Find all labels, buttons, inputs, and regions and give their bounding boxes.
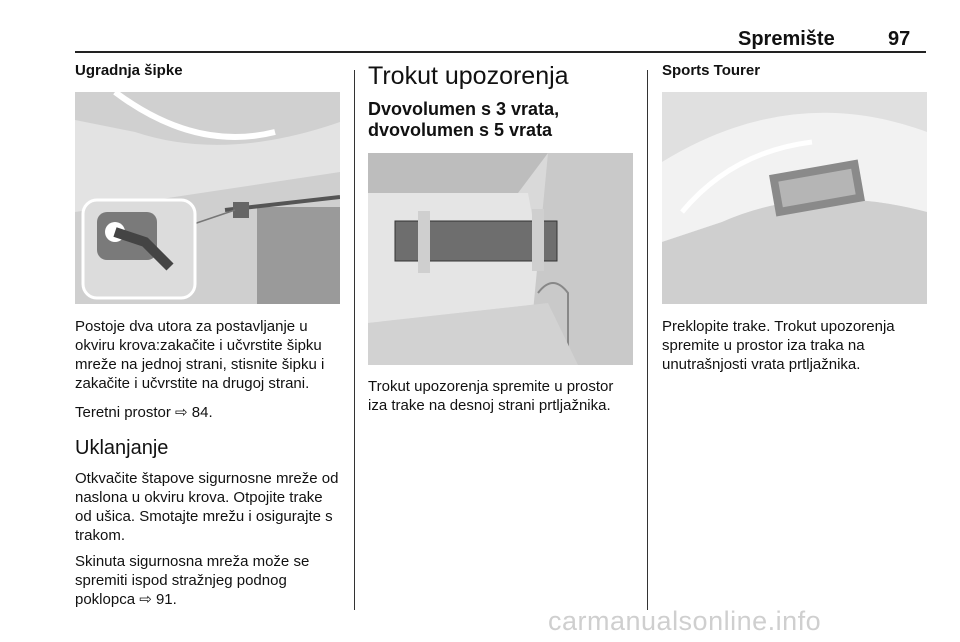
- page-number: 97: [888, 28, 911, 50]
- section-title: Trokut upozorenja: [368, 62, 569, 90]
- column-divider: [354, 70, 355, 610]
- paragraph: Postoje dva utora za postavljanje u okviru krova:zakačite i učvrstite šipku mreže na jednoj strani, stisnite šipku i zakačite i učvrstite na drugoj strani.: [75, 318, 325, 392]
- paragraph: Trokut upozorenja spremite u prostor iza trake na desnoj strani prtljažnika.: [368, 378, 614, 414]
- section-heading: Ugradnja šipke: [75, 62, 183, 79]
- column-divider: [647, 70, 648, 610]
- paragraph: Skinuta sigurnosna mreža može se spremiti ispod stražnjeg podnog poklopca ⇨ 91.: [75, 553, 310, 608]
- section-subtitle: Dvovolumen s 3 vrata, dvovolumen s 5 vrata: [368, 99, 560, 140]
- section-heading: Uklanjanje: [75, 437, 169, 459]
- watermark: carmanualsonline.info: [548, 606, 822, 636]
- column-2: [368, 62, 633, 415]
- column-1: [75, 62, 340, 609]
- paragraph: Otkvačite štapove sigurnosne mreže od naslona u okviru krova. Otpojite trake od ušica. Smotajte mrežu i osigurajte s trakom.: [75, 470, 339, 544]
- figure-warning-triangle-sports-tourer: [662, 92, 927, 304]
- paragraph: Preklopite trake. Trokut upozorenja spremite u prostor iza traka na unutrašnjosti vrata prtljažnika.: [662, 318, 895, 373]
- figure-warning-triangle-hatchback: [368, 153, 633, 365]
- section-heading: Sports Tourer: [662, 62, 761, 79]
- page-header-title: Spremište: [738, 28, 835, 50]
- cross-reference: Teretni prostor ⇨ 84.: [75, 404, 213, 421]
- column-3: [662, 62, 927, 374]
- figure-rod-installation: [75, 92, 340, 304]
- header-rule: [75, 51, 926, 53]
